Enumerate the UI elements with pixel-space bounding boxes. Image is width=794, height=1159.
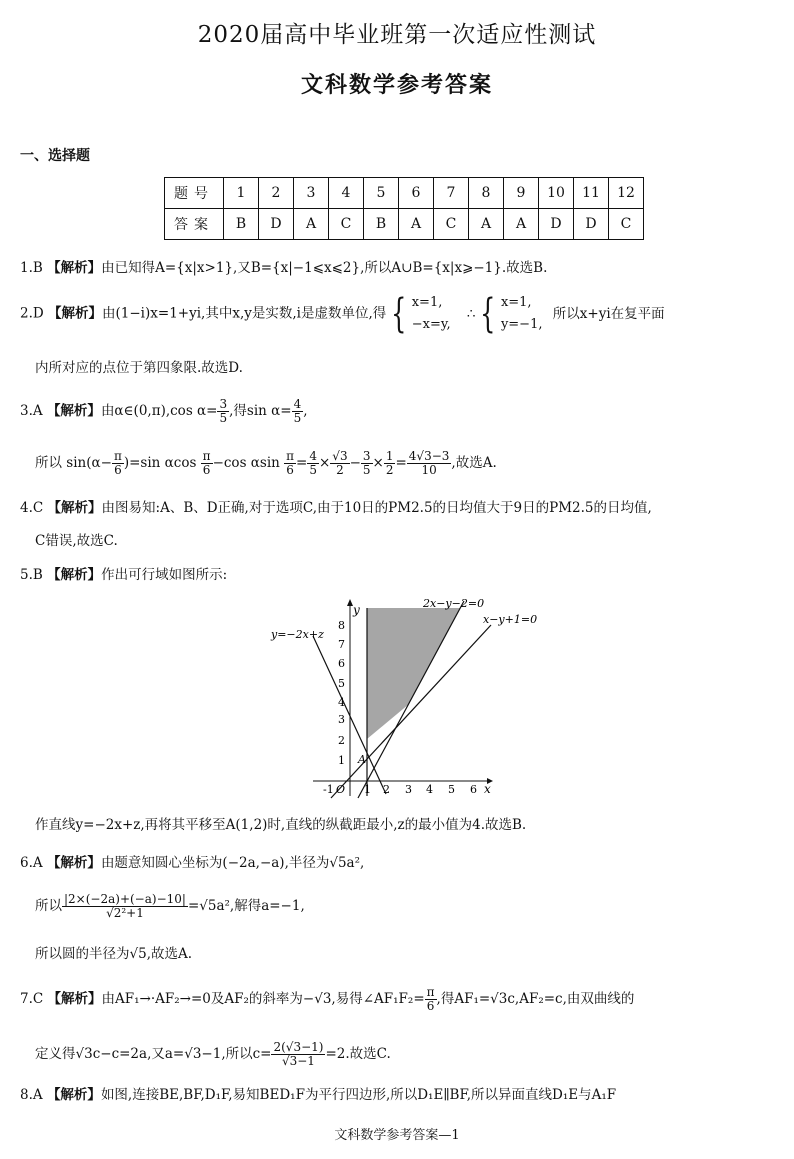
- equation-line: y=−1,: [500, 317, 543, 332]
- feasible-region-figure: [265, 596, 555, 802]
- equation-system: [412, 292, 451, 336]
- y-tick-label: 5: [338, 677, 345, 690]
- equation-line: −x=y,: [411, 317, 451, 332]
- table-cell: D: [539, 209, 574, 240]
- equation-line: x=1,: [500, 295, 532, 310]
- item-text: 所以圆的半径为√5,故选A.: [35, 946, 193, 962]
- answer-item-2: [20, 292, 665, 336]
- fraction: [384, 450, 396, 477]
- y-tick-label: 3: [338, 713, 345, 726]
- item-text: 内所对应的点位于第四象限.故选D.: [35, 360, 243, 376]
- x-axis-label: x: [484, 782, 491, 796]
- item-text: 所以: [35, 898, 62, 914]
- analysis-tag: 【解析】: [46, 403, 101, 419]
- denominator: 5: [362, 463, 371, 477]
- numerator: 4√3−3: [408, 449, 450, 463]
- x-tick-label: 5: [448, 783, 455, 796]
- y-tick-label: 8: [338, 619, 345, 632]
- analysis-tag: 【解析】: [47, 260, 102, 276]
- answer-item-1: [20, 258, 547, 278]
- numerator: 2(√3−1): [273, 1040, 324, 1054]
- item-text: 作出可行域如图所示:: [101, 567, 228, 583]
- item-text: C错误,故选C.: [35, 533, 118, 549]
- y-tick-label: 6: [338, 657, 345, 670]
- table-cell: 5: [364, 178, 399, 209]
- table-cell: 6: [399, 178, 434, 209]
- item-text: 如图,连接BE,BF,D₁F,易知BED₁F为平行四边形,所以D₁E∥BF,所以异面直线D₁E与A₁F: [100, 1087, 617, 1103]
- origin-label: O: [336, 783, 346, 796]
- page-footer: 文科数学参考答案—1: [334, 1128, 460, 1143]
- numerator: √3: [332, 449, 348, 463]
- numerator: |2×(−2a)+(−a)−10|: [64, 892, 186, 906]
- item-number: 1.B: [20, 260, 43, 276]
- item-text: =2.故选C.: [325, 1046, 391, 1062]
- analysis-tag: 【解析】: [46, 1087, 101, 1103]
- table-cell: B: [224, 209, 259, 240]
- item-text: 所以 sin(α−: [35, 455, 112, 471]
- table-header-cell: 答案: [165, 209, 224, 240]
- analysis-tag: 【解析】: [47, 500, 102, 516]
- table-cell: 12: [609, 178, 644, 209]
- denominator: √2²+1: [106, 906, 144, 920]
- operator: ×: [372, 455, 384, 471]
- numerator: π: [286, 449, 295, 463]
- analysis-tag: 【解析】: [46, 855, 101, 871]
- item-number: 8.A: [20, 1087, 43, 1103]
- fraction: [425, 986, 437, 1013]
- table-cell: 10: [539, 178, 574, 209]
- table-cell: A: [399, 209, 434, 240]
- equation-line: x=1,: [411, 295, 443, 310]
- table-cell: 9: [504, 178, 539, 209]
- item-text: 由AF₁→·AF₂→=0及AF₂的斜率为−√3,易得∠AF₁F₂=: [101, 991, 425, 1007]
- denominator: 6: [202, 463, 211, 477]
- answer-item-6: [20, 853, 364, 873]
- item-text: 由图易知:A、B、D正确,对于选项C,由于10日的PM2.5的日均值大于9日的PM2.5的日均值,: [101, 500, 652, 516]
- answer-item-4: [20, 498, 652, 518]
- item-text: ,得sin α=: [229, 403, 292, 419]
- numerator: 3: [219, 397, 228, 411]
- item-number: 6.A: [20, 855, 43, 871]
- therefore-symbol: ∴: [466, 305, 476, 322]
- operator: −: [349, 455, 361, 471]
- fraction: [271, 1041, 325, 1068]
- table-cell: A: [294, 209, 329, 240]
- item-text: 定义得√3c−c=2a,又a=√3−1,所以c=: [35, 1046, 272, 1062]
- item-text: )=sin αcos: [123, 455, 201, 471]
- answer-item-3-line2: [35, 450, 497, 477]
- point-a-label: A: [358, 753, 366, 766]
- fraction: [330, 450, 349, 477]
- table-cell: A: [504, 209, 539, 240]
- fraction: [292, 398, 304, 425]
- operator: ×: [318, 455, 331, 471]
- table-cell: 11: [574, 178, 609, 209]
- numerator: 1: [385, 449, 394, 463]
- y-axis-label: y: [353, 603, 360, 617]
- denominator: 6: [426, 999, 435, 1013]
- numerator: π: [113, 449, 122, 463]
- y-tick-label: 1: [338, 754, 345, 767]
- answer-item-6-line2: [35, 893, 305, 920]
- denominator: 5: [219, 411, 228, 425]
- item-text: ,故选A.: [451, 455, 497, 471]
- denominator: √3−1: [281, 1054, 315, 1068]
- equation-system: [501, 292, 543, 336]
- item-text: 由(1−i)x=1+yi,其中x,y是实数,i是虚数单位,得: [102, 305, 387, 322]
- x-tick-label: 1: [364, 783, 371, 796]
- y-tick-label: 4: [338, 696, 345, 709]
- item-text: 由已知得A={x|x>1},又B={x|−1⩽x⩽2},所以A∪B={x|x⩾−1}.故选B.: [101, 260, 548, 276]
- table-cell: 8: [469, 178, 504, 209]
- x-tick-label: 4: [426, 783, 433, 796]
- x-tick-label: 2: [383, 783, 390, 796]
- table-row: [165, 178, 644, 209]
- brace-symbol: {: [480, 291, 496, 337]
- x-tick-label: 3: [405, 783, 412, 796]
- fraction: [307, 450, 319, 477]
- item-text: ,得AF₁=√3c,AF₂=c,由双曲线的: [436, 991, 635, 1007]
- table-cell: 1: [224, 178, 259, 209]
- table-cell: B: [364, 209, 399, 240]
- numerator: 4: [293, 397, 302, 411]
- analysis-tag: 【解析】: [48, 305, 103, 322]
- table-cell: A: [469, 209, 504, 240]
- denominator: 5: [293, 411, 302, 425]
- numerator: 3: [362, 449, 371, 463]
- fraction: [284, 450, 296, 477]
- numerator: π: [426, 985, 435, 999]
- denominator: 5: [309, 463, 317, 477]
- table-cell: 2: [259, 178, 294, 209]
- table-cell: 7: [434, 178, 469, 209]
- item-text: ,: [303, 403, 308, 419]
- table-cell: D: [259, 209, 294, 240]
- item-text: −cos αsin: [212, 455, 285, 471]
- x-tick-label: 6: [470, 783, 477, 796]
- analysis-tag: 【解析】: [47, 567, 102, 583]
- table-row: [165, 209, 644, 240]
- fraction: [112, 450, 124, 477]
- table-cell: C: [434, 209, 469, 240]
- denominator: 6: [114, 463, 122, 477]
- table-cell: 3: [294, 178, 329, 209]
- fraction: [407, 450, 452, 477]
- answer-item-5: [20, 565, 227, 585]
- denominator: 6: [286, 463, 294, 477]
- brace-symbol: {: [391, 291, 407, 337]
- item-number: 4.C: [20, 500, 44, 516]
- item-number: 7.C: [20, 991, 44, 1007]
- equals: =: [395, 455, 407, 471]
- answer-item-8: [20, 1085, 616, 1105]
- item-text: 所以x+yi在复平面: [552, 305, 665, 322]
- answer-item-7: [20, 986, 634, 1013]
- item-text: =√5a²,解得a=−1,: [187, 898, 305, 914]
- denominator: 2: [336, 463, 344, 477]
- item-number: 3.A: [20, 403, 43, 419]
- fraction: [217, 398, 229, 425]
- item-text: 由α∈(0,π),cos α=: [100, 403, 218, 419]
- table-cell: D: [574, 209, 609, 240]
- doc-title: 2020届高中毕业班第一次适应性测试: [197, 22, 597, 48]
- denominator: 10: [421, 463, 437, 477]
- numerator: 4: [309, 449, 317, 463]
- line-label: y=−2x+z: [271, 628, 324, 641]
- table-header-cell: 题号: [165, 178, 224, 209]
- item-text: 由题意知圆心坐标为(−2a,−a),半径为√5a²,: [100, 855, 365, 871]
- x-ticks: [323, 783, 477, 796]
- fraction: [201, 450, 213, 477]
- line-label: x−y+1=0: [483, 613, 538, 626]
- denominator: 2: [385, 463, 394, 477]
- table-cell: C: [609, 209, 644, 240]
- item-number: 5.B: [20, 567, 43, 583]
- answer-item-7-line2: [35, 1041, 391, 1068]
- equals: =: [296, 455, 308, 471]
- item-text: 作直线y=−2x+z,再将其平移至A(1,2)时,直线的纵截距最小,z的最小值为4.故选B.: [35, 817, 527, 833]
- section-title: 一、选择题: [20, 148, 90, 164]
- line-label: 2x−y−2=0: [423, 597, 485, 610]
- y-tick-label: 2: [338, 734, 345, 747]
- doc-subtitle: 文科数学参考答案: [300, 73, 493, 98]
- table-cell: 4: [329, 178, 364, 209]
- fraction: [361, 450, 373, 477]
- answer-table: [164, 177, 644, 240]
- answer-item-3: [20, 398, 308, 425]
- numerator: π: [202, 449, 211, 463]
- analysis-tag: 【解析】: [47, 991, 102, 1007]
- y-tick-label: 7: [338, 638, 345, 651]
- table-cell: C: [329, 209, 364, 240]
- fraction: [62, 893, 188, 920]
- x-tick-label: -1: [323, 783, 334, 796]
- item-number: 2.D: [20, 305, 44, 322]
